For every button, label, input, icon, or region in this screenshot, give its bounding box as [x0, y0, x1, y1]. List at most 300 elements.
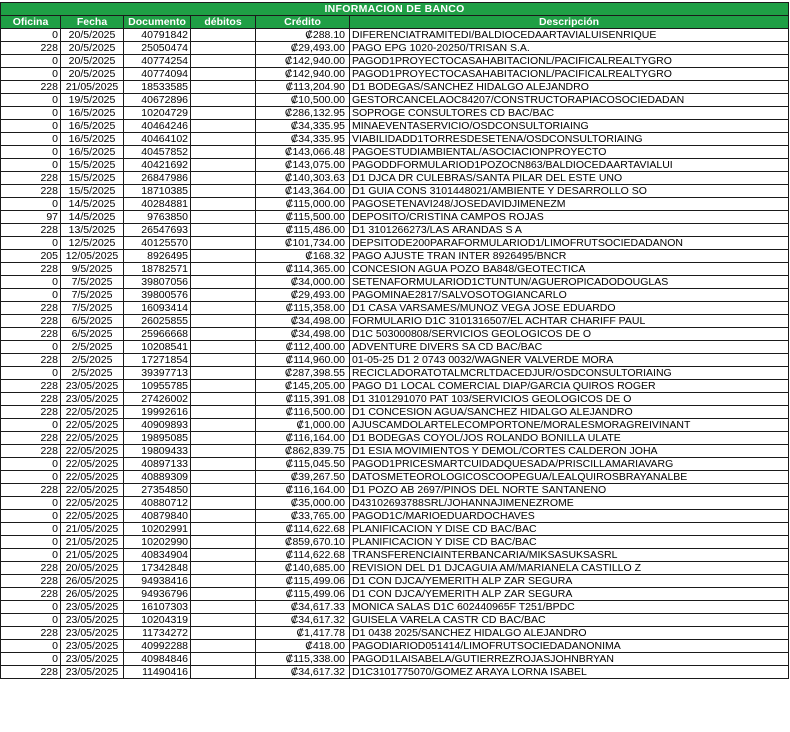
documento-cell[interactable]: 17342848 [124, 562, 191, 575]
descripcion-cell[interactable]: PAGOD1C/MARIOEDUARDOCHAVES [350, 510, 789, 523]
debitos-cell[interactable] [191, 341, 256, 354]
debitos-cell[interactable] [191, 588, 256, 601]
debitos-cell[interactable] [191, 562, 256, 575]
fecha-cell[interactable]: 19/5/2025 [61, 94, 124, 107]
fecha-cell[interactable]: 23/05/2025 [61, 393, 124, 406]
oficina-cell[interactable]: 228 [1, 380, 61, 393]
debitos-cell[interactable] [191, 315, 256, 328]
fecha-cell[interactable]: 21/05/2025 [61, 81, 124, 94]
descripcion-cell[interactable]: GESTORCANCELAOC84207/CONSTRUCTORAPIACOSOCIEDADAN [350, 94, 789, 107]
documento-cell[interactable]: 25050474 [124, 42, 191, 55]
oficina-cell[interactable]: 228 [1, 224, 61, 237]
debitos-cell[interactable] [191, 406, 256, 419]
fecha-cell[interactable]: 22/05/2025 [61, 484, 124, 497]
debitos-cell[interactable] [191, 328, 256, 341]
documento-cell[interactable]: 40672896 [124, 94, 191, 107]
documento-cell[interactable]: 8926495 [124, 250, 191, 263]
credito-cell[interactable]: ₡115,358.00 [256, 302, 350, 315]
oficina-cell[interactable]: 228 [1, 354, 61, 367]
oficina-cell[interactable]: 0 [1, 237, 61, 250]
credito-cell[interactable]: ₡101,734.00 [256, 237, 350, 250]
debitos-cell[interactable] [191, 55, 256, 68]
fecha-cell[interactable]: 15/5/2025 [61, 185, 124, 198]
descripcion-cell[interactable]: DEPSITODE200PARAFORMULARIOD1/LIMOFRUTSOCIEDADANON [350, 237, 789, 250]
fecha-cell[interactable]: 6/5/2025 [61, 328, 124, 341]
debitos-cell[interactable] [191, 185, 256, 198]
debitos-cell[interactable] [191, 627, 256, 640]
documento-cell[interactable]: 26847986 [124, 172, 191, 185]
oficina-cell[interactable]: 228 [1, 328, 61, 341]
debitos-cell[interactable] [191, 497, 256, 510]
descripcion-cell[interactable]: PAGO AJUSTE TRAN INTER 8926495/BNCR [350, 250, 789, 263]
fecha-cell[interactable]: 2/5/2025 [61, 367, 124, 380]
descripcion-cell[interactable]: TRANSFERENCIAINTERBANCARIA/MIKSASUKSASRL [350, 549, 789, 562]
oficina-cell[interactable]: 228 [1, 42, 61, 55]
fecha-cell[interactable]: 7/5/2025 [61, 276, 124, 289]
oficina-cell[interactable]: 0 [1, 471, 61, 484]
debitos-cell[interactable] [191, 510, 256, 523]
descripcion-cell[interactable]: PAGODDFORMULARIOD1POZOCN863/BALDIOCEDAARTAVIALUI [350, 159, 789, 172]
credito-cell[interactable]: ₡115,486.00 [256, 224, 350, 237]
descripcion-cell[interactable]: D1C3101775070/GOMEZ ARAYA LORNA ISABEL [350, 666, 789, 679]
fecha-cell[interactable]: 20/5/2025 [61, 68, 124, 81]
descripcion-cell[interactable]: D1 GUIA CONS 3101448021/AMBIENTE Y DESARROLLO SO [350, 185, 789, 198]
descripcion-cell[interactable]: PAGODIARIOD051414/LIMOFRUTSOCIEDADANONIMA [350, 640, 789, 653]
documento-cell[interactable]: 94936796 [124, 588, 191, 601]
fecha-cell[interactable]: 22/05/2025 [61, 419, 124, 432]
documento-cell[interactable]: 40984846 [124, 653, 191, 666]
credito-cell[interactable]: ₡1,417.78 [256, 627, 350, 640]
debitos-cell[interactable] [191, 42, 256, 55]
debitos-cell[interactable] [191, 445, 256, 458]
documento-cell[interactable]: 40464246 [124, 120, 191, 133]
descripcion-cell[interactable]: PAGOD1PROYECTOCASAHABITACIONL/PACIFICALREALTYGRO [350, 55, 789, 68]
descripcion-cell[interactable]: D1 POZO AB 2697/PINOS DEL NORTE SANTANENO [350, 484, 789, 497]
documento-cell[interactable]: 40774094 [124, 68, 191, 81]
credito-cell[interactable]: ₡143,075.00 [256, 159, 350, 172]
documento-cell[interactable]: 19895085 [124, 432, 191, 445]
descripcion-cell[interactable]: D43102693788SRL/JOHANNAJIMENEZROME [350, 497, 789, 510]
documento-cell[interactable]: 27426002 [124, 393, 191, 406]
descripcion-cell[interactable]: PAGOESTUDIAMBIENTAL/ASOCIACIONPROYECTO [350, 146, 789, 159]
descripcion-cell[interactable]: PAGOD1PRICESMARTCUIDADQUESADA/PRISCILLAMARIAVARG [350, 458, 789, 471]
descripcion-cell[interactable]: D1 BODEGAS/SANCHEZ HIDALGO ALEJANDRO [350, 81, 789, 94]
oficina-cell[interactable]: 228 [1, 393, 61, 406]
descripcion-cell[interactable]: DIFERENCIATRAMITEDI/BALDIOCEDAARTAVIALUISENRIQUE [350, 29, 789, 42]
descripcion-cell[interactable]: D1 CON DJCA/YEMERITH ALP ZAR SEGURA [350, 588, 789, 601]
descripcion-cell[interactable]: PAGOMINAE2817/SALVOSOTOGIANCARLO [350, 289, 789, 302]
credito-cell[interactable]: ₡112,400.00 [256, 341, 350, 354]
documento-cell[interactable]: 94938416 [124, 575, 191, 588]
credito-cell[interactable]: ₡143,066.48 [256, 146, 350, 159]
descripcion-cell[interactable]: PAGO D1 LOCAL COMERCIAL DIAP/GARCIA QUIROS ROGER [350, 380, 789, 393]
descripcion-cell[interactable]: CONCESION AGUA POZO BA848/GEOTECTICA [350, 263, 789, 276]
fecha-cell[interactable]: 23/05/2025 [61, 614, 124, 627]
credito-cell[interactable]: ₡115,000.00 [256, 198, 350, 211]
credito-cell[interactable]: ₡116,500.00 [256, 406, 350, 419]
descripcion-cell[interactable]: D1 3101266273/LAS ARANDAS S A [350, 224, 789, 237]
descripcion-cell[interactable]: SOPROGE CONSULTORES CD BAC/BAC [350, 107, 789, 120]
debitos-cell[interactable] [191, 68, 256, 81]
oficina-cell[interactable]: 228 [1, 406, 61, 419]
credito-cell[interactable]: ₡1,000.00 [256, 419, 350, 432]
documento-cell[interactable]: 40791842 [124, 29, 191, 42]
documento-cell[interactable]: 40464102 [124, 133, 191, 146]
fecha-cell[interactable]: 20/05/2025 [61, 562, 124, 575]
oficina-cell[interactable]: 228 [1, 562, 61, 575]
debitos-cell[interactable] [191, 224, 256, 237]
debitos-cell[interactable] [191, 146, 256, 159]
fecha-cell[interactable]: 22/05/2025 [61, 497, 124, 510]
debitos-cell[interactable] [191, 536, 256, 549]
credito-cell[interactable]: ₡115,338.00 [256, 653, 350, 666]
debitos-cell[interactable] [191, 640, 256, 653]
descripcion-cell[interactable]: D1C 503000808/SERVICIOS GEOLOGICOS DE O [350, 328, 789, 341]
column-header-documento[interactable]: Documento [124, 16, 191, 29]
fecha-cell[interactable]: 22/05/2025 [61, 432, 124, 445]
descripcion-cell[interactable]: DEPOSITO/CRISTINA CAMPOS ROJAS [350, 211, 789, 224]
credito-cell[interactable]: ₡34,335.95 [256, 120, 350, 133]
oficina-cell[interactable]: 228 [1, 185, 61, 198]
documento-cell[interactable]: 40834904 [124, 549, 191, 562]
descripcion-cell[interactable]: REVISION DEL D1 DJCAGUIA AM/MARIANELA CASTILLO Z [350, 562, 789, 575]
fecha-cell[interactable]: 22/05/2025 [61, 406, 124, 419]
debitos-cell[interactable] [191, 289, 256, 302]
oficina-cell[interactable]: 0 [1, 107, 61, 120]
oficina-cell[interactable]: 0 [1, 146, 61, 159]
descripcion-cell[interactable]: D1 CON DJCA/YEMERITH ALP ZAR SEGURA [350, 575, 789, 588]
debitos-cell[interactable] [191, 159, 256, 172]
credito-cell[interactable]: ₡35,000.00 [256, 497, 350, 510]
credito-cell[interactable]: ₡114,622.68 [256, 549, 350, 562]
descripcion-cell[interactable]: VIABILIDADD1TORRESDESETENA/OSDCONSULTORIAING [350, 133, 789, 146]
oficina-cell[interactable]: 0 [1, 601, 61, 614]
credito-cell[interactable]: ₡34,498.00 [256, 315, 350, 328]
descripcion-cell[interactable]: GUISELA VARELA CASTR CD BAC/BAC [350, 614, 789, 627]
debitos-cell[interactable] [191, 367, 256, 380]
documento-cell[interactable]: 16107303 [124, 601, 191, 614]
documento-cell[interactable]: 39807056 [124, 276, 191, 289]
oficina-cell[interactable]: 0 [1, 510, 61, 523]
credito-cell[interactable]: ₡116,164.00 [256, 432, 350, 445]
documento-cell[interactable]: 40897133 [124, 458, 191, 471]
fecha-cell[interactable]: 16/5/2025 [61, 120, 124, 133]
fecha-cell[interactable]: 23/05/2025 [61, 640, 124, 653]
fecha-cell[interactable]: 12/5/2025 [61, 237, 124, 250]
documento-cell[interactable]: 19992616 [124, 406, 191, 419]
credito-cell[interactable]: ₡143,364.00 [256, 185, 350, 198]
documento-cell[interactable]: 18782571 [124, 263, 191, 276]
fecha-cell[interactable]: 20/5/2025 [61, 42, 124, 55]
debitos-cell[interactable] [191, 250, 256, 263]
fecha-cell[interactable]: 22/05/2025 [61, 458, 124, 471]
documento-cell[interactable]: 16093414 [124, 302, 191, 315]
oficina-cell[interactable]: 228 [1, 666, 61, 679]
credito-cell[interactable]: ₡113,204.90 [256, 81, 350, 94]
oficina-cell[interactable]: 0 [1, 159, 61, 172]
fecha-cell[interactable]: 2/5/2025 [61, 354, 124, 367]
credito-cell[interactable]: ₡287,398.55 [256, 367, 350, 380]
documento-cell[interactable]: 17271854 [124, 354, 191, 367]
debitos-cell[interactable] [191, 94, 256, 107]
oficina-cell[interactable]: 0 [1, 120, 61, 133]
debitos-cell[interactable] [191, 198, 256, 211]
debitos-cell[interactable] [191, 666, 256, 679]
descripcion-cell[interactable]: D1 BODEGAS COYOL/JOS ROLANDO BONILLA ULATE [350, 432, 789, 445]
credito-cell[interactable]: ₡29,493.00 [256, 289, 350, 302]
oficina-cell[interactable]: 0 [1, 276, 61, 289]
debitos-cell[interactable] [191, 393, 256, 406]
fecha-cell[interactable]: 21/05/2025 [61, 536, 124, 549]
oficina-cell[interactable]: 228 [1, 575, 61, 588]
credito-cell[interactable]: ₡288.10 [256, 29, 350, 42]
fecha-cell[interactable]: 9/5/2025 [61, 263, 124, 276]
oficina-cell[interactable]: 0 [1, 289, 61, 302]
descripcion-cell[interactable]: FORMULARIO D1C 3101316507/EL ACHTAR CHARIFF PAUL [350, 315, 789, 328]
documento-cell[interactable]: 40125570 [124, 237, 191, 250]
descripcion-cell[interactable]: PAGO EPG 1020-20250/TRISAN S.A. [350, 42, 789, 55]
credito-cell[interactable]: ₡115,499.06 [256, 575, 350, 588]
descripcion-cell[interactable]: MONICA SALAS D1C 602440965F T251/BPDC [350, 601, 789, 614]
documento-cell[interactable]: 40992288 [124, 640, 191, 653]
fecha-cell[interactable]: 23/05/2025 [61, 653, 124, 666]
fecha-cell[interactable]: 14/5/2025 [61, 211, 124, 224]
documento-cell[interactable]: 25966668 [124, 328, 191, 341]
credito-cell[interactable]: ₡115,500.00 [256, 211, 350, 224]
documento-cell[interactable]: 27354850 [124, 484, 191, 497]
credito-cell[interactable]: ₡34,617.32 [256, 666, 350, 679]
debitos-cell[interactable] [191, 523, 256, 536]
documento-cell[interactable]: 10955785 [124, 380, 191, 393]
documento-cell[interactable]: 10202990 [124, 536, 191, 549]
oficina-cell[interactable]: 0 [1, 55, 61, 68]
descripcion-cell[interactable]: DATOSMETEOROLOGICOSCOOPEGUA/LEALQUIROSBRAYANALBE [350, 471, 789, 484]
oficina-cell[interactable]: 0 [1, 549, 61, 562]
descripcion-cell[interactable]: D1 0438 2025/SANCHEZ HIDALGO ALEJANDRO [350, 627, 789, 640]
oficina-cell[interactable]: 228 [1, 302, 61, 315]
oficina-cell[interactable]: 228 [1, 484, 61, 497]
documento-cell[interactable]: 40880712 [124, 497, 191, 510]
oficina-cell[interactable]: 0 [1, 653, 61, 666]
documento-cell[interactable]: 40909893 [124, 419, 191, 432]
fecha-cell[interactable]: 14/5/2025 [61, 198, 124, 211]
oficina-cell[interactable]: 205 [1, 250, 61, 263]
fecha-cell[interactable]: 23/05/2025 [61, 666, 124, 679]
oficina-cell[interactable]: 0 [1, 367, 61, 380]
documento-cell[interactable]: 40889309 [124, 471, 191, 484]
documento-cell[interactable]: 26547693 [124, 224, 191, 237]
credito-cell[interactable]: ₡10,500.00 [256, 94, 350, 107]
documento-cell[interactable]: 40879840 [124, 510, 191, 523]
descripcion-cell[interactable]: MINAEVENTASERVICIO/OSDCONSULTORIAING [350, 120, 789, 133]
descripcion-cell[interactable]: PAGOD1PROYECTOCASAHABITACIONL/PACIFICALREALTYGRO [350, 68, 789, 81]
credito-cell[interactable]: ₡115,499.06 [256, 588, 350, 601]
descripcion-cell[interactable]: D1 ESIA MOVIMIENTOS Y DEMOL/CORTES CALDERON JOHA [350, 445, 789, 458]
column-header-debitos[interactable]: débitos [191, 16, 256, 29]
debitos-cell[interactable] [191, 120, 256, 133]
credito-cell[interactable]: ₡140,303.63 [256, 172, 350, 185]
fecha-cell[interactable]: 20/5/2025 [61, 55, 124, 68]
oficina-cell[interactable]: 0 [1, 198, 61, 211]
credito-cell[interactable]: ₡114,622.68 [256, 523, 350, 536]
debitos-cell[interactable] [191, 237, 256, 250]
credito-cell[interactable]: ₡145,205.00 [256, 380, 350, 393]
oficina-cell[interactable]: 0 [1, 419, 61, 432]
debitos-cell[interactable] [191, 133, 256, 146]
column-header-descripcion[interactable]: Descripción [350, 16, 789, 29]
credito-cell[interactable]: ₡34,335.95 [256, 133, 350, 146]
oficina-cell[interactable]: 0 [1, 640, 61, 653]
descripcion-cell[interactable]: D1 3101291070 PAT 103/SERVICIOS GEOLOGICOS DE O [350, 393, 789, 406]
debitos-cell[interactable] [191, 432, 256, 445]
fecha-cell[interactable]: 15/5/2025 [61, 172, 124, 185]
descripcion-cell[interactable]: PAGOSETENAVI248/JOSEDAVIDJIMENEZM [350, 198, 789, 211]
documento-cell[interactable]: 26025855 [124, 315, 191, 328]
debitos-cell[interactable] [191, 263, 256, 276]
descripcion-cell[interactable]: PAGOD1LAISABELA/GUTIERREZROJASJOHNBRYAN [350, 653, 789, 666]
credito-cell[interactable]: ₡34,617.33 [256, 601, 350, 614]
fecha-cell[interactable]: 7/5/2025 [61, 289, 124, 302]
descripcion-cell[interactable]: D1 CONCESION AGUA/SANCHEZ HIDALGO ALEJANDRO [350, 406, 789, 419]
debitos-cell[interactable] [191, 276, 256, 289]
fecha-cell[interactable]: 22/05/2025 [61, 510, 124, 523]
oficina-cell[interactable]: 228 [1, 432, 61, 445]
fecha-cell[interactable]: 12/05/2025 [61, 250, 124, 263]
credito-cell[interactable]: ₡39,267.50 [256, 471, 350, 484]
oficina-cell[interactable]: 228 [1, 172, 61, 185]
credito-cell[interactable]: ₡168.32 [256, 250, 350, 263]
descripcion-cell[interactable]: SETENAFORMULARIOD1CTUNTUN/AGUEROPICADODOUGLAS [350, 276, 789, 289]
fecha-cell[interactable]: 16/5/2025 [61, 146, 124, 159]
oficina-cell[interactable]: 0 [1, 614, 61, 627]
documento-cell[interactable]: 11490416 [124, 666, 191, 679]
fecha-cell[interactable]: 23/05/2025 [61, 380, 124, 393]
documento-cell[interactable]: 9763850 [124, 211, 191, 224]
documento-cell[interactable]: 40457852 [124, 146, 191, 159]
fecha-cell[interactable]: 26/05/2025 [61, 588, 124, 601]
descripcion-cell[interactable]: ADVENTURE DIVERS SA CD BAC/BAC [350, 341, 789, 354]
documento-cell[interactable]: 40421692 [124, 159, 191, 172]
debitos-cell[interactable] [191, 575, 256, 588]
fecha-cell[interactable]: 23/05/2025 [61, 627, 124, 640]
credito-cell[interactable]: ₡142,940.00 [256, 55, 350, 68]
oficina-cell[interactable]: 0 [1, 458, 61, 471]
documento-cell[interactable]: 10204319 [124, 614, 191, 627]
oficina-cell[interactable]: 0 [1, 29, 61, 42]
oficina-cell[interactable]: 0 [1, 523, 61, 536]
fecha-cell[interactable]: 20/5/2025 [61, 29, 124, 42]
credito-cell[interactable]: ₡116,164.00 [256, 484, 350, 497]
fecha-cell[interactable]: 23/05/2025 [61, 601, 124, 614]
credito-cell[interactable]: ₡115,391.08 [256, 393, 350, 406]
credito-cell[interactable]: ₡286,132.95 [256, 107, 350, 120]
debitos-cell[interactable] [191, 107, 256, 120]
debitos-cell[interactable] [191, 302, 256, 315]
oficina-cell[interactable]: 228 [1, 263, 61, 276]
fecha-cell[interactable]: 2/5/2025 [61, 341, 124, 354]
fecha-cell[interactable]: 13/5/2025 [61, 224, 124, 237]
debitos-cell[interactable] [191, 471, 256, 484]
oficina-cell[interactable]: 228 [1, 315, 61, 328]
oficina-cell[interactable]: 0 [1, 133, 61, 146]
fecha-cell[interactable]: 26/05/2025 [61, 575, 124, 588]
oficina-cell[interactable]: 228 [1, 588, 61, 601]
descripcion-cell[interactable]: PLANIFICACION Y DISE CD BAC/BAC [350, 523, 789, 536]
column-header-credito[interactable]: Crédito [256, 16, 350, 29]
credito-cell[interactable]: ₡418.00 [256, 640, 350, 653]
documento-cell[interactable]: 11734272 [124, 627, 191, 640]
fecha-cell[interactable]: 22/05/2025 [61, 445, 124, 458]
descripcion-cell[interactable]: AJUSCAMDOLARTELECOMPORTONE/MORALESMORAGREIVINANT [350, 419, 789, 432]
credito-cell[interactable]: ₡34,617.32 [256, 614, 350, 627]
fecha-cell[interactable]: 22/05/2025 [61, 471, 124, 484]
debitos-cell[interactable] [191, 172, 256, 185]
fecha-cell[interactable]: 21/05/2025 [61, 523, 124, 536]
oficina-cell[interactable]: 228 [1, 627, 61, 640]
oficina-cell[interactable]: 0 [1, 497, 61, 510]
debitos-cell[interactable] [191, 549, 256, 562]
debitos-cell[interactable] [191, 614, 256, 627]
debitos-cell[interactable] [191, 211, 256, 224]
fecha-cell[interactable]: 7/5/2025 [61, 302, 124, 315]
debitos-cell[interactable] [191, 354, 256, 367]
debitos-cell[interactable] [191, 484, 256, 497]
oficina-cell[interactable]: 97 [1, 211, 61, 224]
credito-cell[interactable]: ₡114,365.00 [256, 263, 350, 276]
documento-cell[interactable]: 10208541 [124, 341, 191, 354]
credito-cell[interactable]: ₡140,685.00 [256, 562, 350, 575]
descripcion-cell[interactable]: RECICLADORATOTALMCRLTDACEDJUR/OSDCONSULTORIAING [350, 367, 789, 380]
column-header-oficina[interactable]: Oficina [1, 16, 61, 29]
fecha-cell[interactable]: 16/5/2025 [61, 107, 124, 120]
debitos-cell[interactable] [191, 458, 256, 471]
credito-cell[interactable]: ₡33,765.00 [256, 510, 350, 523]
documento-cell[interactable]: 40284881 [124, 198, 191, 211]
fecha-cell[interactable]: 15/5/2025 [61, 159, 124, 172]
descripcion-cell[interactable]: D1 DJCA DR CULEBRAS/SANTA PILAR DEL ESTE UNO [350, 172, 789, 185]
credito-cell[interactable]: ₡142,940.00 [256, 68, 350, 81]
oficina-cell[interactable]: 228 [1, 445, 61, 458]
documento-cell[interactable]: 10204729 [124, 107, 191, 120]
credito-cell[interactable]: ₡114,960.00 [256, 354, 350, 367]
fecha-cell[interactable]: 6/5/2025 [61, 315, 124, 328]
descripcion-cell[interactable]: PLANIFICACION Y DISE CD BAC/BAC [350, 536, 789, 549]
credito-cell[interactable]: ₡862,839.75 [256, 445, 350, 458]
credito-cell[interactable]: ₡115,045.50 [256, 458, 350, 471]
documento-cell[interactable]: 10202991 [124, 523, 191, 536]
credito-cell[interactable]: ₡34,000.00 [256, 276, 350, 289]
debitos-cell[interactable] [191, 29, 256, 42]
descripcion-cell[interactable]: D1 CASA VARSAMES/MUNOZ VEGA JOSE EDUARDO [350, 302, 789, 315]
oficina-cell[interactable]: 0 [1, 536, 61, 549]
documento-cell[interactable]: 18710385 [124, 185, 191, 198]
descripcion-cell[interactable]: 01-05-25 D1 2 0743 0032/WAGNER VALVERDE MORA [350, 354, 789, 367]
oficina-cell[interactable]: 228 [1, 81, 61, 94]
fecha-cell[interactable]: 21/05/2025 [61, 549, 124, 562]
oficina-cell[interactable]: 0 [1, 341, 61, 354]
debitos-cell[interactable] [191, 653, 256, 666]
fecha-cell[interactable]: 16/5/2025 [61, 133, 124, 146]
oficina-cell[interactable]: 0 [1, 94, 61, 107]
documento-cell[interactable]: 40774254 [124, 55, 191, 68]
credito-cell[interactable]: ₡34,498.00 [256, 328, 350, 341]
oficina-cell[interactable]: 0 [1, 68, 61, 81]
column-header-fecha[interactable]: Fecha [61, 16, 124, 29]
debitos-cell[interactable] [191, 81, 256, 94]
debitos-cell[interactable] [191, 419, 256, 432]
documento-cell[interactable]: 18533585 [124, 81, 191, 94]
credito-cell[interactable]: ₡29,493.00 [256, 42, 350, 55]
